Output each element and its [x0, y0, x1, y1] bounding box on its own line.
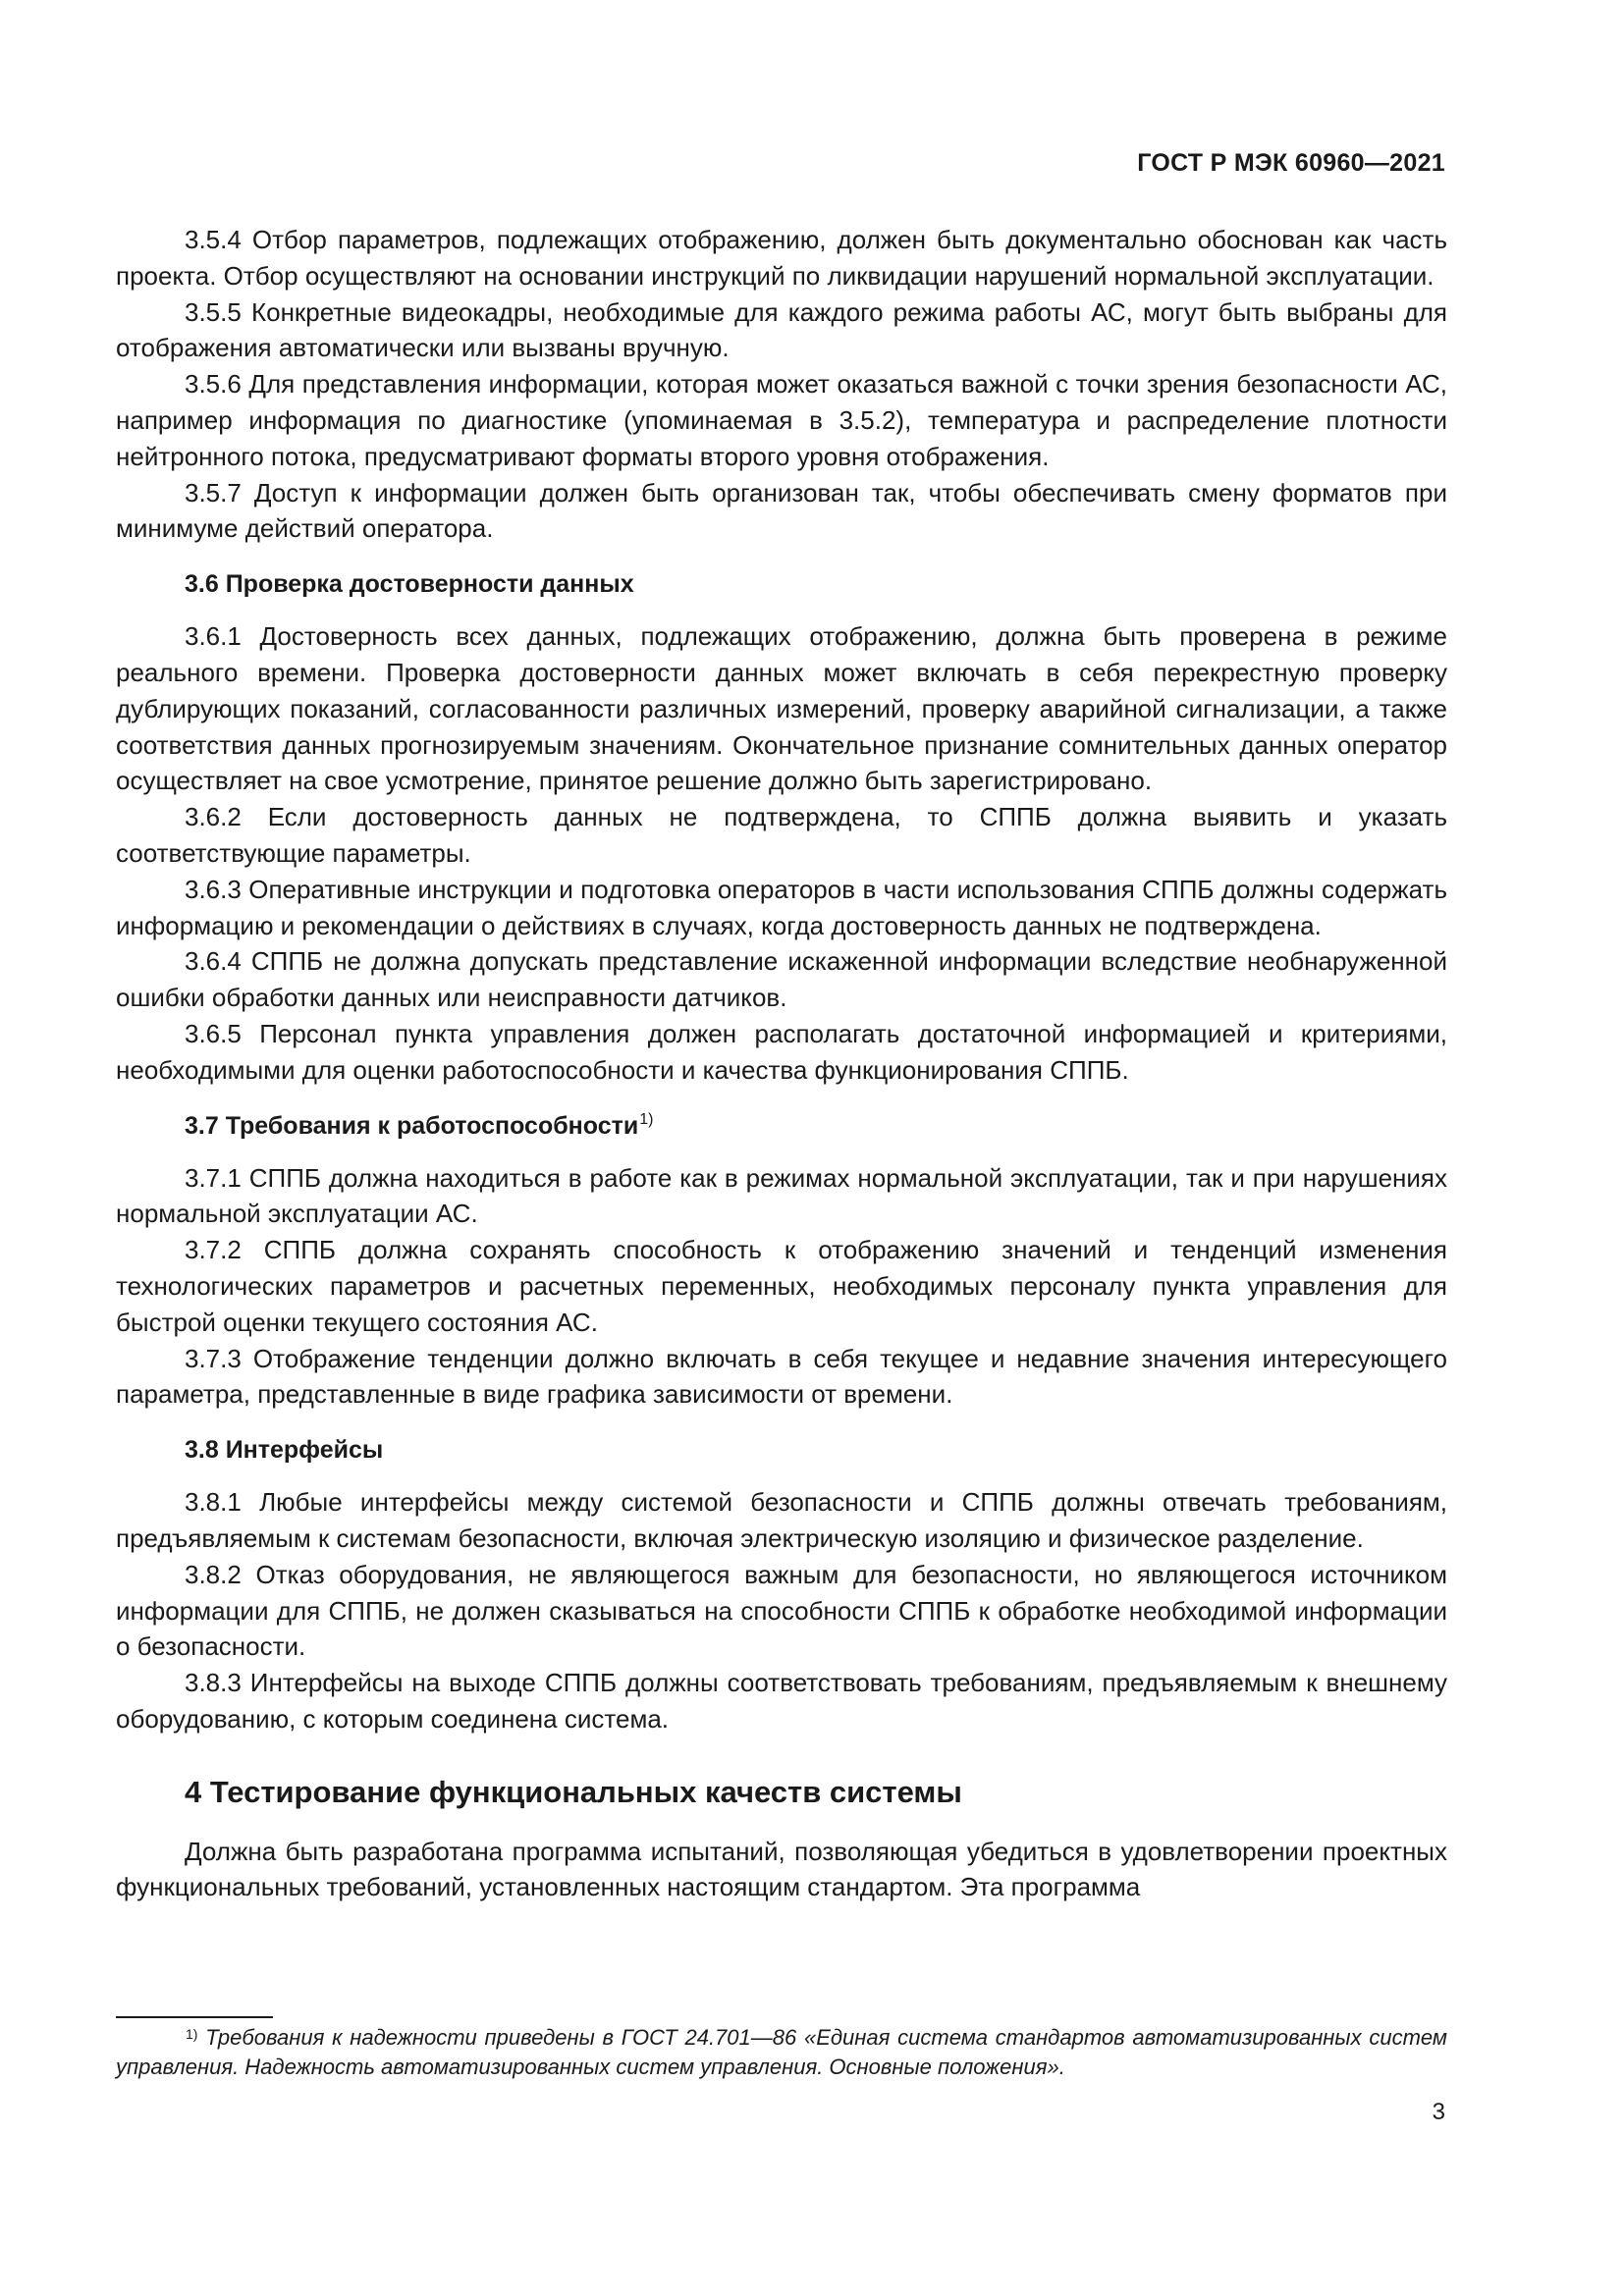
paragraph [116, 1160, 1447, 1233]
block-text: 3.5.6 Для представления информации, которая может оказаться важной с точки зрения безопасности АС, например информация по диагностике (упоминаемая в 3.5.2), температура и распределение плотности нейтронного потока, предусматривают форматы второго уровня отображения. [116, 369, 1447, 471]
paragraph [116, 222, 1447, 294]
section-heading [116, 1771, 1447, 1814]
paragraph [116, 294, 1447, 367]
footnote-reference: 1) [639, 1110, 654, 1128]
block-text: 3.6.1 Достоверность всех данных, подлежащих отображению, должна быть проверена в режиме реального времени. Проверка достоверности данных может включать в себя перекрестную проверку дублирующих показаний, согласованности различных измерений, проверку аварийной сигнализации, а также соответствия данных прогнозируемым значениям. Окончательное признание сомнительных данных оператор осуществляет на свое усмотрение, принятое решение должно быть зарегистрировано. [116, 621, 1447, 796]
paragraph [116, 1341, 1447, 1414]
paragraph [116, 799, 1447, 872]
block-text: 3.7.3 Отображение тенденции должно включать в себя текущее и недавние значения интересующего параметра, представленные в виде графика зависимости от времени. [116, 1343, 1447, 1410]
paragraph [116, 1665, 1447, 1737]
block-text: 3.8 Интерфейсы [185, 1436, 384, 1465]
block-text: 3.7.2 СППБ должна сохранять способность к отображению значений и тенденций изменения технологических параметров и расчетных переменных, необходимых персоналу пункта управления для быстрой оценки текущего состояния АС. [116, 1235, 1447, 1337]
block-text: 3.8.1 Любые интерфейсы между системой безопасности и СППБ должны отвечать требованиям, предъявляемым к системам безопасности, включая электрическую изоляцию и физическое разделение. [116, 1487, 1447, 1553]
page-number: 3 [1432, 2099, 1445, 2125]
footnote [116, 2023, 1447, 2082]
block-text: 3.6.4 СППБ не должна допускать представление искаженной информации вследствие необнаруженной ошибки обработки данных или неисправности датчиков. [116, 946, 1447, 1013]
paragraph [116, 872, 1447, 944]
paragraph [116, 943, 1447, 1016]
block-text: 3.7 Требования к работоспособности [185, 1111, 639, 1140]
document-id-header: ГОСТ Р МЭК 60960—2021 [1137, 149, 1445, 177]
footnote-marker: 1) [186, 2026, 198, 2042]
block-text: 3.6.3 Оперативные инструкции и подготовка операторов в части использования СППБ должны содержать информацию и рекомендации о действиях в случаях, когда достоверность данных не подтверждена. [116, 874, 1447, 940]
block-text: Должна быть разработана программа испытаний, позволяющая убедиться в удовлетворении проектных функциональных требований, установленных настоящим стандартом. Эта программа [116, 1836, 1447, 1902]
subsection-heading [116, 1108, 1447, 1144]
block-text: 3.6 Проверка достоверности данных [185, 570, 634, 599]
paragraph [116, 618, 1447, 799]
paragraph [116, 1834, 1447, 1906]
block-text: 3.5.4 Отбор параметров, подлежащих отображению, должен быть документально обоснован как часть проекта. Отбор осуществляют на основании инструкций по ликвидации нарушений нормальной эксплуатации. [116, 225, 1447, 291]
footnote-divider [116, 2016, 273, 2018]
block-text: 3.5.7 Доступ к информации должен быть организован так, чтобы обеспечивать смену форматов при минимуме действий оператора. [116, 477, 1447, 544]
subsection-heading [116, 566, 1447, 602]
subsection-heading [116, 1432, 1447, 1468]
block-text: 3.7.1 СППБ должна находиться в работе как в режимах нормальной эксплуатации, так и при нарушениях нормальной эксплуатации АС. [116, 1162, 1447, 1229]
paragraph [116, 1484, 1447, 1557]
block-text: 3.6.2 Если достоверность данных не подтверждена, то СППБ должна выявить и указать соответствующие параметры. [116, 802, 1447, 868]
paragraph [116, 1557, 1447, 1665]
document-body [116, 222, 1447, 1905]
paragraph [116, 366, 1447, 474]
paragraph [116, 475, 1447, 548]
block-text: 3.8.3 Интерфейсы на выходе СППБ должны соответствовать требованиям, предъявляемым к внешнему оборудованию, с которым соединена система. [116, 1668, 1447, 1734]
paragraph [116, 1232, 1447, 1340]
block-text: 3.5.5 Конкретные видеокадры, необходимые для каждого режима работы АС, могут быть выбраны для отображения автоматически или вызваны вручную. [116, 296, 1447, 363]
block-text: 3.8.2 Отказ оборудования, не являющегося важным для безопасности, но являющегося источником информации для СППБ, не должен сказываться на способности СППБ к обработке необходимой информации о безопасности. [116, 1559, 1447, 1662]
block-text: 4 Тестирование функциональных качеств системы [185, 1774, 962, 1809]
paragraph [116, 1016, 1447, 1089]
footnote-text: Требования к надежности приведены в ГОСТ 24.701—86 «Единая система стандартов автоматизированных систем управления. Надежность автоматизированных систем управления. Основные положения». [116, 2025, 1447, 2079]
block-text: 3.6.5 Персонал пункта управления должен располагать достаточной информацией и критериями, необходимыми для оценки работоспособности и качества функционирования СППБ. [116, 1018, 1447, 1085]
